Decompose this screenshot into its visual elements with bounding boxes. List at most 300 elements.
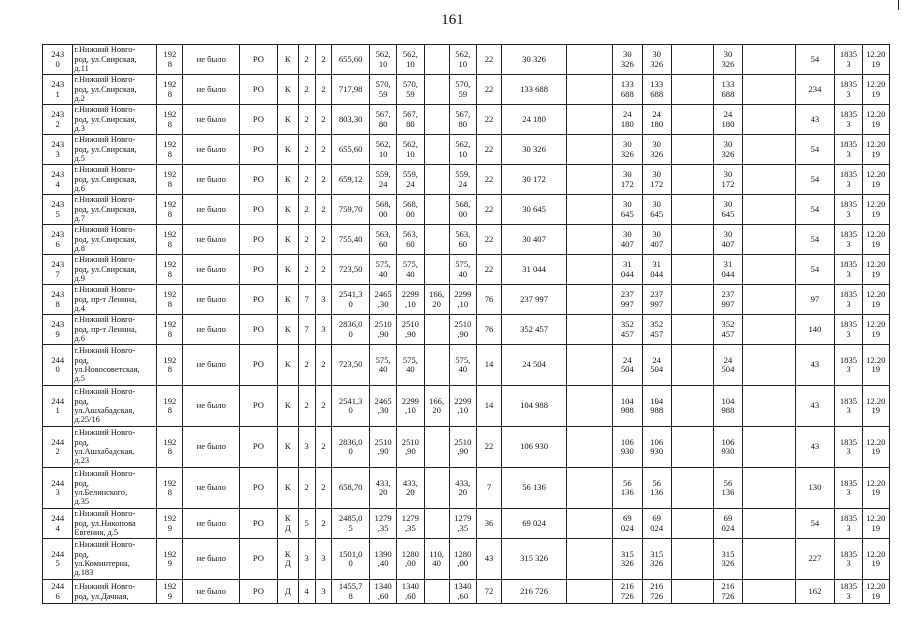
cell-floors: 7	[298, 315, 315, 345]
cell-area-c	[424, 45, 449, 75]
cell-status: не было	[183, 195, 240, 225]
cell-form: РО	[240, 539, 278, 580]
cell-row-number: 243 3	[43, 135, 73, 165]
table-row	[43, 225, 890, 255]
cell-area-total: 655,60	[332, 135, 370, 165]
cell-area-total: 803,30	[332, 105, 370, 135]
cell-cost-total: 56 136	[502, 468, 567, 509]
cell-area-total: 723,50	[332, 345, 370, 386]
cell-col-4	[671, 105, 713, 135]
cell-area-c	[424, 135, 449, 165]
cell-area-a: 1390 ,40	[370, 539, 397, 580]
cell-area-b: 2510 ,90	[397, 427, 424, 468]
cell-build-year: 192 9	[157, 580, 183, 604]
cell-area-total: 1455,7 8	[332, 580, 370, 604]
cell-col-7: 234	[795, 75, 835, 105]
cell-residents: 76	[476, 315, 501, 345]
cell-col-9: 12.20 19	[862, 386, 889, 427]
cell-area-c: 110, 40	[424, 539, 449, 580]
cell-form: РО	[240, 45, 278, 75]
cell-col-4	[671, 539, 713, 580]
cell-residents: 22	[476, 427, 501, 468]
cell-address: г.Нижний Новго- род, ул.Никопова Евгения, д.5	[73, 509, 157, 539]
cell-entrances: 2	[315, 105, 332, 135]
cell-col-9: 12.20 19	[862, 75, 889, 105]
cell-wall-material: К	[277, 427, 298, 468]
cell-col-3: 30 326	[642, 135, 671, 165]
cell-wall-material: К	[277, 195, 298, 225]
cell-col-3: 106 930	[642, 427, 671, 468]
cell-col-4	[671, 195, 713, 225]
cell-area-total: 2836,0 0	[332, 427, 370, 468]
cell-col-1	[567, 345, 613, 386]
cell-col-3: 315 326	[642, 539, 671, 580]
cell-build-year: 192 8	[157, 468, 183, 509]
cell-build-year: 192 8	[157, 195, 183, 225]
cell-area-d: 1340 ,60	[449, 580, 476, 604]
cell-form: РО	[240, 345, 278, 386]
cell-col-2: 237 997	[613, 285, 642, 315]
cell-area-total: 717,98	[332, 75, 370, 105]
corner-mark	[890, 0, 899, 10]
cell-wall-material: К	[277, 315, 298, 345]
cell-area-d: 570, 59	[449, 75, 476, 105]
cell-cost-total: 30 645	[502, 195, 567, 225]
cell-form: РО	[240, 225, 278, 255]
cell-wall-material: К	[277, 345, 298, 386]
cell-col-7: 54	[795, 135, 835, 165]
cell-col-7: 54	[795, 509, 835, 539]
cell-col-8: 1835 3	[835, 539, 862, 580]
cell-col-8: 1835 3	[835, 165, 862, 195]
cell-build-year: 192 8	[157, 427, 183, 468]
cell-entrances: 2	[315, 165, 332, 195]
cell-col-2: 30 326	[613, 45, 642, 75]
cell-row-number: 243 9	[43, 315, 73, 345]
cell-residents: 22	[476, 195, 501, 225]
cell-floors: 3	[298, 539, 315, 580]
cell-entrances: 2	[315, 509, 332, 539]
cell-col-3: 56 136	[642, 468, 671, 509]
table-row	[43, 427, 890, 468]
cell-row-number: 244 6	[43, 580, 73, 604]
cell-col-4	[671, 45, 713, 75]
cell-col-6	[743, 345, 795, 386]
cell-residents: 36	[476, 509, 501, 539]
table-row	[43, 165, 890, 195]
cell-residents: 22	[476, 75, 501, 105]
cell-entrances: 2	[315, 75, 332, 105]
cell-cost-total: 31 044	[502, 255, 567, 285]
cell-area-c	[424, 195, 449, 225]
cell-area-b: 570, 59	[397, 75, 424, 105]
cell-col-4	[671, 468, 713, 509]
cell-form: РО	[240, 315, 278, 345]
cell-row-number: 243 2	[43, 105, 73, 135]
cell-col-8: 1835 3	[835, 45, 862, 75]
cell-area-c	[424, 105, 449, 135]
cell-col-6	[743, 509, 795, 539]
cell-build-year: 192 9	[157, 509, 183, 539]
cell-col-8: 1835 3	[835, 345, 862, 386]
cell-residents: 14	[476, 386, 501, 427]
cell-col-2: 106 930	[613, 427, 642, 468]
cell-area-a: 2465 ,30	[370, 285, 397, 315]
cell-row-number: 243 8	[43, 285, 73, 315]
table-row	[43, 45, 890, 75]
cell-area-b: 563, 60	[397, 225, 424, 255]
cell-area-total: 759,70	[332, 195, 370, 225]
cell-area-b: 575, 40	[397, 255, 424, 285]
cell-build-year: 192 8	[157, 75, 183, 105]
cell-area-a: 570, 59	[370, 75, 397, 105]
cell-status: не было	[183, 225, 240, 255]
cell-col-2: 69 024	[613, 509, 642, 539]
cell-col-4	[671, 255, 713, 285]
cell-area-d: 568, 00	[449, 195, 476, 225]
cell-status: не было	[183, 315, 240, 345]
cell-col-5: 216 726	[713, 580, 742, 604]
table-body	[43, 45, 890, 604]
cell-col-4	[671, 386, 713, 427]
cell-col-1	[567, 255, 613, 285]
cell-area-d: 2299 ,10	[449, 386, 476, 427]
cell-col-4	[671, 75, 713, 105]
cell-form: РО	[240, 386, 278, 427]
cell-col-7: 140	[795, 315, 835, 345]
cell-area-total: 2485,0 5	[332, 509, 370, 539]
cell-area-c	[424, 225, 449, 255]
cell-address: г.Нижний Новго- род, ул.Свирская, д.5	[73, 135, 157, 165]
cell-entrances: 3	[315, 539, 332, 580]
cell-entrances: 2	[315, 468, 332, 509]
cell-col-4	[671, 135, 713, 165]
cell-status: не было	[183, 285, 240, 315]
cell-row-number: 244 3	[43, 468, 73, 509]
cell-build-year: 192 8	[157, 105, 183, 135]
cell-col-9: 12.20 19	[862, 195, 889, 225]
cell-status: не было	[183, 345, 240, 386]
cell-col-3: 69 024	[642, 509, 671, 539]
cell-floors: 2	[298, 105, 315, 135]
cell-col-4	[671, 315, 713, 345]
cell-build-year: 192 8	[157, 45, 183, 75]
cell-col-8: 1835 3	[835, 427, 862, 468]
cell-wall-material: К	[277, 75, 298, 105]
cell-col-6	[743, 45, 795, 75]
cell-address: г.Нижний Новго- род, пр-т Ленина, д.4	[73, 285, 157, 315]
cell-col-2: 352 457	[613, 315, 642, 345]
cell-area-a: 559, 24	[370, 165, 397, 195]
cell-area-d: 2299 ,10	[449, 285, 476, 315]
cell-residents: 72	[476, 580, 501, 604]
cell-area-b: 559, 24	[397, 165, 424, 195]
cell-col-1	[567, 135, 613, 165]
cell-col-9: 12.20 19	[862, 345, 889, 386]
cell-address: г.Нижний Новго- род, ул.Свирская, д.2	[73, 75, 157, 105]
cell-col-4	[671, 285, 713, 315]
cell-residents: 22	[476, 45, 501, 75]
cell-area-a: 575, 40	[370, 345, 397, 386]
table-row	[43, 255, 890, 285]
cell-col-9: 12.20 19	[862, 165, 889, 195]
cell-col-8: 1835 3	[835, 75, 862, 105]
cell-area-b: 562, 10	[397, 135, 424, 165]
cell-area-a: 1279 ,35	[370, 509, 397, 539]
cell-area-c	[424, 580, 449, 604]
cell-cost-total: 30 407	[502, 225, 567, 255]
cell-col-7: 43	[795, 105, 835, 135]
cell-status: не было	[183, 468, 240, 509]
cell-col-1	[567, 427, 613, 468]
cell-col-8: 1835 3	[835, 386, 862, 427]
cell-area-a: 563, 60	[370, 225, 397, 255]
page-number: 161	[441, 12, 464, 28]
cell-entrances: 2	[315, 386, 332, 427]
cell-col-5: 69 024	[713, 509, 742, 539]
cell-status: не было	[183, 427, 240, 468]
cell-col-9: 12.20 19	[862, 427, 889, 468]
cell-form: РО	[240, 75, 278, 105]
cell-build-year: 192 8	[157, 386, 183, 427]
cell-area-c: 166, 20	[424, 386, 449, 427]
cell-address: г.Нижний Новго- род, ул.Ашхабадская, д.25/16	[73, 386, 157, 427]
cell-status: не было	[183, 75, 240, 105]
cell-floors: 2	[298, 386, 315, 427]
cell-row-number: 243 5	[43, 195, 73, 225]
cell-row-number: 243 4	[43, 165, 73, 195]
cell-area-a: 568, 00	[370, 195, 397, 225]
cell-col-8: 1835 3	[835, 195, 862, 225]
cell-cost-total: 24 504	[502, 345, 567, 386]
cell-residents: 76	[476, 285, 501, 315]
housing-register-table	[42, 44, 890, 604]
cell-col-7: 43	[795, 345, 835, 386]
cell-col-1	[567, 225, 613, 255]
cell-col-7: 43	[795, 427, 835, 468]
table-row	[43, 539, 890, 580]
cell-floors: 2	[298, 195, 315, 225]
cell-wall-material: К	[277, 255, 298, 285]
cell-address: г.Нижний Новго- род, ул.Свирская, д.6	[73, 165, 157, 195]
cell-col-3: 24 504	[642, 345, 671, 386]
table-row	[43, 75, 890, 105]
cell-col-2: 216 726	[613, 580, 642, 604]
cell-status: не было	[183, 580, 240, 604]
cell-area-d: 562, 10	[449, 45, 476, 75]
cell-residents: 22	[476, 165, 501, 195]
cell-col-9: 12.20 19	[862, 285, 889, 315]
cell-area-c	[424, 345, 449, 386]
cell-status: не было	[183, 165, 240, 195]
cell-col-5: 31 044	[713, 255, 742, 285]
cell-entrances: 2	[315, 427, 332, 468]
cell-col-8: 1835 3	[835, 255, 862, 285]
cell-col-4	[671, 509, 713, 539]
cell-col-5: 30 172	[713, 165, 742, 195]
cell-build-year: 192 8	[157, 255, 183, 285]
cell-entrances: 2	[315, 225, 332, 255]
cell-area-c	[424, 75, 449, 105]
cell-wall-material: К	[277, 165, 298, 195]
cell-area-total: 723,50	[332, 255, 370, 285]
table-row	[43, 105, 890, 135]
cell-col-5: 24 180	[713, 105, 742, 135]
cell-col-3: 30 172	[642, 165, 671, 195]
cell-area-total: 659,12	[332, 165, 370, 195]
cell-row-number: 243 0	[43, 45, 73, 75]
table-row	[43, 195, 890, 225]
cell-build-year: 192 8	[157, 315, 183, 345]
cell-col-9: 12.20 19	[862, 468, 889, 509]
cell-residents: 22	[476, 105, 501, 135]
cell-form: РО	[240, 105, 278, 135]
cell-address: г.Нижний Новго- род, ул.Свирская, д.7	[73, 195, 157, 225]
cell-col-8: 1835 3	[835, 285, 862, 315]
cell-floors: 2	[298, 225, 315, 255]
cell-area-d: 1279 ,35	[449, 509, 476, 539]
cell-area-a: 2465 ,30	[370, 386, 397, 427]
cell-row-number: 244 1	[43, 386, 73, 427]
cell-floors: 2	[298, 135, 315, 165]
cell-form: РО	[240, 195, 278, 225]
cell-residents: 22	[476, 135, 501, 165]
cell-entrances: 2	[315, 45, 332, 75]
cell-cost-total: 30 172	[502, 165, 567, 195]
cell-residents: 14	[476, 345, 501, 386]
cell-cost-total: 352 457	[502, 315, 567, 345]
cell-form: РО	[240, 165, 278, 195]
cell-col-6	[743, 195, 795, 225]
cell-col-9: 12.20 19	[862, 509, 889, 539]
cell-entrances: 2	[315, 255, 332, 285]
cell-address: г.Нижний Новго- род, ул.Ашхабадская, д.23	[73, 427, 157, 468]
cell-wall-material: К	[277, 225, 298, 255]
cell-area-b: 568, 00	[397, 195, 424, 225]
cell-status: не было	[183, 45, 240, 75]
cell-row-number: 244 0	[43, 345, 73, 386]
cell-entrances: 3	[315, 580, 332, 604]
cell-col-1	[567, 105, 613, 135]
cell-residents: 22	[476, 255, 501, 285]
cell-col-5: 352 457	[713, 315, 742, 345]
cell-form: РО	[240, 285, 278, 315]
cell-build-year: 192 8	[157, 165, 183, 195]
cell-wall-material: К Д	[277, 539, 298, 580]
cell-col-2: 30 326	[613, 135, 642, 165]
cell-col-8: 1835 3	[835, 315, 862, 345]
cell-area-b: 575, 40	[397, 345, 424, 386]
cell-col-9: 12.20 19	[862, 135, 889, 165]
cell-status: не было	[183, 135, 240, 165]
cell-cost-total: 133 688	[502, 75, 567, 105]
cell-col-7: 54	[795, 45, 835, 75]
cell-address: г.Нижний Новго- род, ул.Свирская, д.3	[73, 105, 157, 135]
cell-col-6	[743, 539, 795, 580]
cell-area-c	[424, 427, 449, 468]
cell-col-2: 24 180	[613, 105, 642, 135]
table-row	[43, 386, 890, 427]
cell-col-1	[567, 195, 613, 225]
cell-col-2: 24 504	[613, 345, 642, 386]
cell-col-9: 12.20 19	[862, 225, 889, 255]
cell-col-8: 1835 3	[835, 225, 862, 255]
cell-col-6	[743, 135, 795, 165]
cell-wall-material: К Д	[277, 509, 298, 539]
cell-entrances: 2	[315, 135, 332, 165]
cell-area-a: 1340 ,60	[370, 580, 397, 604]
cell-area-total: 2541,3 0	[332, 386, 370, 427]
cell-area-b: 433, 20	[397, 468, 424, 509]
cell-address: г.Нижний Новго- род, ул.Дачная,	[73, 580, 157, 604]
cell-address: г.Нижний Новго- род, пр-т Ленина, д.6	[73, 315, 157, 345]
cell-col-7: 162	[795, 580, 835, 604]
cell-floors: 2	[298, 75, 315, 105]
cell-address: г.Нижний Новго- род, ул.Свирская, д.11	[73, 45, 157, 75]
cell-col-7: 43	[795, 386, 835, 427]
cell-col-6	[743, 75, 795, 105]
cell-col-3: 30 326	[642, 45, 671, 75]
cell-area-c: 166, 20	[424, 285, 449, 315]
cell-cost-total: 30 326	[502, 45, 567, 75]
cell-build-year: 192 8	[157, 345, 183, 386]
cell-floors: 3	[298, 427, 315, 468]
cell-area-d: 567, 80	[449, 105, 476, 135]
cell-area-b: 1279 ,35	[397, 509, 424, 539]
cell-area-total: 2836,0 0	[332, 315, 370, 345]
cell-status: не было	[183, 386, 240, 427]
cell-col-1	[567, 580, 613, 604]
cell-col-2: 56 136	[613, 468, 642, 509]
cell-wall-material: К	[277, 285, 298, 315]
cell-col-1	[567, 386, 613, 427]
cell-area-d: 433, 20	[449, 468, 476, 509]
cell-col-3: 30 645	[642, 195, 671, 225]
cell-col-2: 104 988	[613, 386, 642, 427]
cell-area-d: 563, 60	[449, 225, 476, 255]
cell-area-b: 567, 80	[397, 105, 424, 135]
cell-col-8: 1835 3	[835, 509, 862, 539]
cell-col-9: 12.20 19	[862, 255, 889, 285]
cell-col-7: 54	[795, 165, 835, 195]
cell-cost-total: 106 930	[502, 427, 567, 468]
cell-row-number: 243 1	[43, 75, 73, 105]
table-row	[43, 580, 890, 604]
cell-wall-material: Д	[277, 580, 298, 604]
cell-col-5: 24 504	[713, 345, 742, 386]
cell-col-5: 104 988	[713, 386, 742, 427]
cell-cost-total: 315 326	[502, 539, 567, 580]
cell-entrances: 2	[315, 345, 332, 386]
cell-area-d: 2510 ,90	[449, 427, 476, 468]
cell-cost-total: 24 180	[502, 105, 567, 135]
cell-col-5: 30 326	[713, 135, 742, 165]
cell-col-8: 1835 3	[835, 135, 862, 165]
cell-area-a: 2510 ,90	[370, 315, 397, 345]
cell-area-total: 755,40	[332, 225, 370, 255]
cell-col-5: 315 326	[713, 539, 742, 580]
cell-col-8: 1835 3	[835, 105, 862, 135]
cell-col-2: 30 645	[613, 195, 642, 225]
cell-floors: 2	[298, 255, 315, 285]
cell-col-9: 12.20 19	[862, 315, 889, 345]
cell-floors: 2	[298, 468, 315, 509]
cell-col-4	[671, 225, 713, 255]
cell-col-1	[567, 509, 613, 539]
cell-status: не было	[183, 255, 240, 285]
cell-col-6	[743, 105, 795, 135]
cell-cost-total: 237 997	[502, 285, 567, 315]
